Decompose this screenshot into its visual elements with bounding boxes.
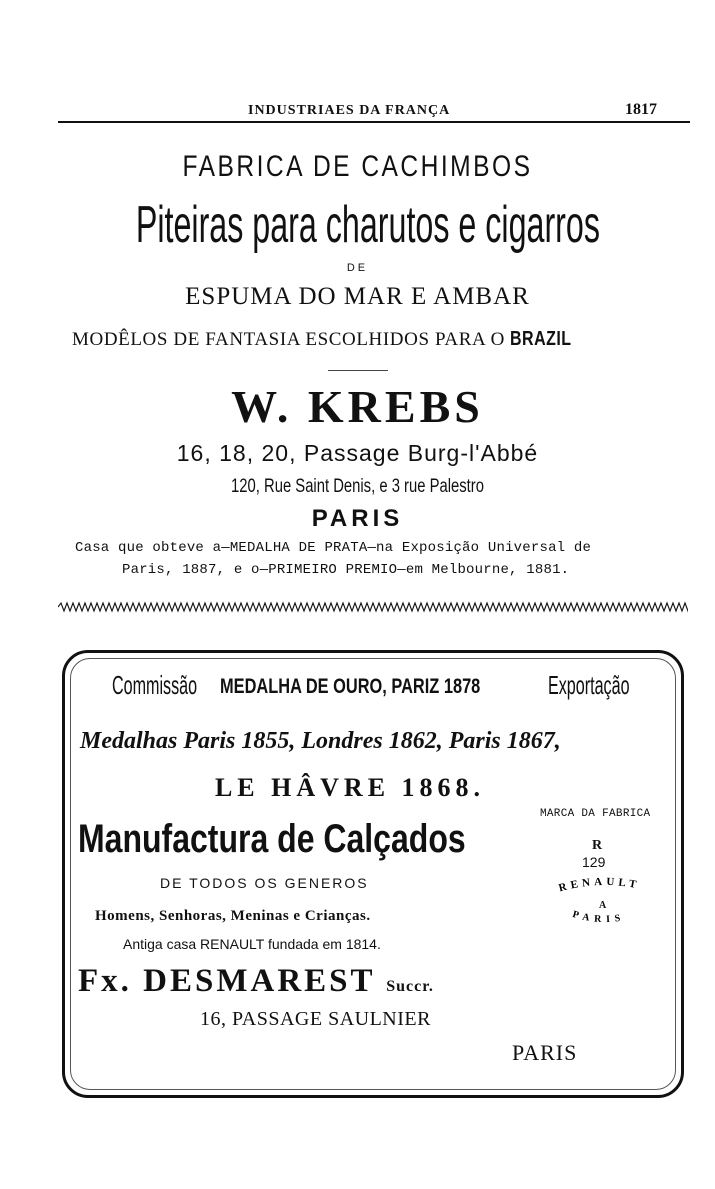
ad2-export: Exportação: [548, 670, 630, 700]
ad2-street: 16, PASSAGE SAULNIER: [200, 1008, 431, 1030]
ad1-award-line-1: Casa que obteve a—MEDALHA DE PRATA—na Exposição Universal de: [75, 540, 592, 556]
trademark-arc-top: RENAULT: [557, 875, 642, 895]
ad2-medals: Medalhas Paris 1855, Londres 1862, Paris 1867,: [80, 728, 561, 754]
ad1-material: ESPUMA DO MAR E AMBAR: [185, 283, 530, 310]
ad1-heading: FABRICA DE CACHIMBOS: [182, 150, 533, 183]
ad2-all-kinds: DE TODOS OS GENEROS: [160, 875, 369, 891]
ad1-firm-name: W. KREBS: [231, 381, 484, 432]
ad2-trademark-label: MARCA DA FABRICA: [540, 808, 651, 820]
ad2-title: Manufactura de Calçados: [78, 817, 466, 861]
trademark-number: 129: [582, 854, 606, 870]
ad1-de: DE: [346, 262, 369, 274]
ad2-audience: Homens, Senhoras, Meninas e Crianças.: [95, 908, 371, 924]
ad2-havre: LE HÂVRE 1868.: [214, 773, 486, 802]
ad1-award-line-2: Paris, 1887, e o—PRIMEIRO PREMIO—em Melbourne, 1881.: [122, 562, 570, 578]
ad1-models-line: [72, 328, 587, 351]
ad1-city: PARIS: [311, 505, 404, 532]
ad1-models-brazil: BRAZIL: [510, 328, 572, 350]
ad2-founded: Antiga casa RENAULT fundada em 1814.: [123, 936, 381, 952]
ad1-address-1: 16, 18, 20, Passage Burg-l'Abbé: [176, 440, 539, 466]
trademark-letter: R: [592, 838, 603, 853]
trademark-arc-bottom: PARIS: [571, 909, 627, 926]
ad2-owner: Fx. DESMAREST: [78, 963, 375, 999]
header-rule: [58, 121, 690, 123]
ad2-commission: Commissão: [112, 670, 198, 700]
ad2-city: PARIS: [512, 1040, 578, 1065]
ad2-owner-suffix: Succr.: [386, 978, 434, 995]
ad1-models-prefix: MODÊLOS DE FANTASIA ESCOLHIDOS PARA O: [72, 329, 505, 350]
ad1-address-2: 120, Rue Saint Denis, e 3 rue Palestro: [231, 476, 484, 497]
running-header-title: INDUSTRIAES DA FRANÇA: [248, 103, 451, 118]
trademark-a: A: [599, 900, 607, 911]
ad1-headline: Piteiras para charutos e cigarros: [135, 196, 600, 254]
ad2-gold-medal: MEDALHA DE OURO, PARIZ 1878: [220, 675, 481, 698]
ad1-divider: [328, 370, 388, 371]
ad2-owner-line: [78, 963, 434, 1000]
page-number: 1817: [625, 101, 657, 118]
wavy-divider: [58, 600, 688, 614]
